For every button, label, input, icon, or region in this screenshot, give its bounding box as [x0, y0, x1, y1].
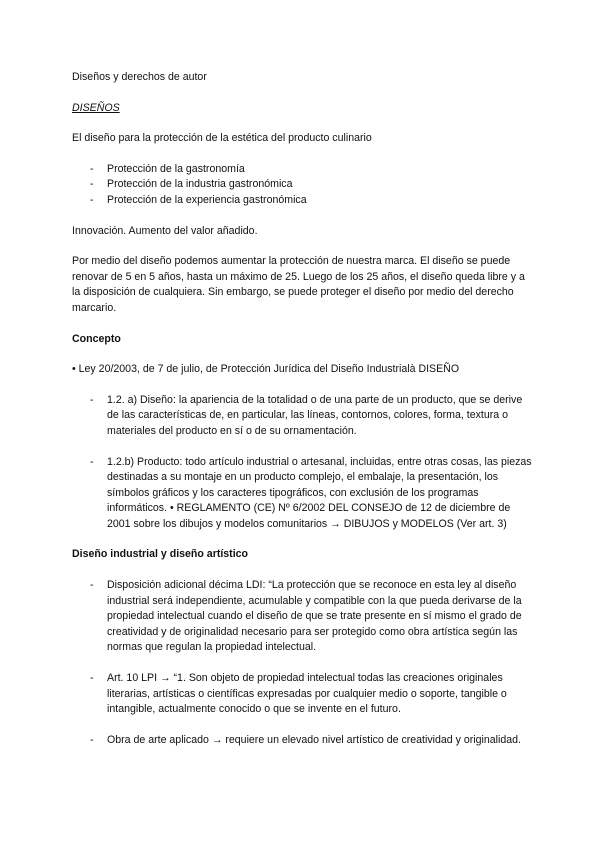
list-item	[72, 578, 532, 656]
list-item-text: Obra de arte aplicado → requiere un elevado nivel artístico de creatividad y originalidad.	[107, 733, 521, 746]
concept-heading: Concepto	[72, 332, 121, 345]
list-item-text: 1.2.b) Producto: todo artículo industrial o artesanal, incluidas, entre otras cosas, las piezas destinadas a su montaje en un producto complejo, el embalaje, la presentación, los símbolos gráficos y los caracteres tipográficos, con exclusión de los programas informáticos. • REGLAMENTO (CE) Nº 6/2002 DEL CONSEJO de 12 de diciembre de 2001 sobre los dibujos y modelos comunitarios → DIBUJOS y MODELOS (Ver art. 3)	[107, 455, 532, 530]
list-item	[72, 193, 532, 209]
innovation-text: Innovación. Aumento del valor añadido.	[72, 224, 258, 237]
document-title: Diseños y derechos de autor	[72, 71, 207, 83]
dash-bullet: -	[90, 579, 94, 592]
industrial-heading: Diseño industrial y diseño artístico	[72, 548, 249, 561]
dash-bullet: -	[90, 733, 94, 746]
dash-bullet: -	[90, 393, 94, 406]
list-item-text: Protección de la gastronomía	[107, 162, 245, 175]
dash-bullet: -	[90, 162, 94, 175]
law-bullet: • Ley 20/2003, de 7 de julio, de Protección Jurídica del Diseño Industrialà DISEÑO	[72, 363, 460, 376]
section-heading-disenos: DISEÑOS	[72, 101, 120, 114]
list-item	[72, 393, 532, 440]
list-item	[72, 177, 532, 193]
list-item-text: Art. 10 LPI → “1. Son objeto de propiedad intelectual todas las creaciones originales literarias, artísticas o científicas expresadas por cualquier medio o soporte, tangible o intangible, actualmente conocido o que se invente en el futuro.	[107, 672, 507, 716]
industrial-list	[72, 578, 532, 748]
list-item-text: Protección de la experiencia gastronómica	[107, 193, 307, 206]
renewal-paragraph: Por medio del diseño podemos aumentar la protección de nuestra marca. El diseño se puede renovar de 5 en 5 años, hasta un máximo de 25. Luego de los 25 años, el diseño queda libre y a la disposición de cualquiera. Sin embargo, se puede proteger el diseño por medio del derecho marcario.	[72, 255, 525, 314]
list-item-text: 1.2. a) Diseño: la apariencia de la totalidad o de una parte de un producto, que se derive de las características de, en particular, las líneas, contornos, colores, forma, textura o materiales del producto en sí o de su ornamentación.	[107, 393, 523, 437]
list-item	[72, 455, 532, 533]
dash-bullet: -	[90, 178, 94, 191]
list-item-text: Disposición adicional décima LDI: “La protección que se reconoce en esta ley al diseño industrial será independiente, acumulable y compatible con la que pueda derivarse de la propiedad intelectual cuando el diseño de que se trate presente en sí mismo el grado de creatividad y de originalidad necesario para ser protegido como obra artística según las normas que regulan la propiedad intelectual.	[107, 579, 522, 654]
list-item	[72, 733, 532, 749]
dash-bullet: -	[90, 193, 94, 206]
list-item	[72, 671, 532, 718]
intro-list	[72, 162, 532, 209]
concept-list	[72, 393, 532, 533]
dash-bullet: -	[90, 672, 94, 685]
document-page	[72, 70, 532, 748]
dash-bullet: -	[90, 455, 94, 468]
intro-text: El diseño para la protección de la estética del producto culinario	[72, 132, 372, 145]
list-item	[72, 162, 532, 178]
list-item-text: Protección de la industria gastronómica	[107, 178, 293, 191]
